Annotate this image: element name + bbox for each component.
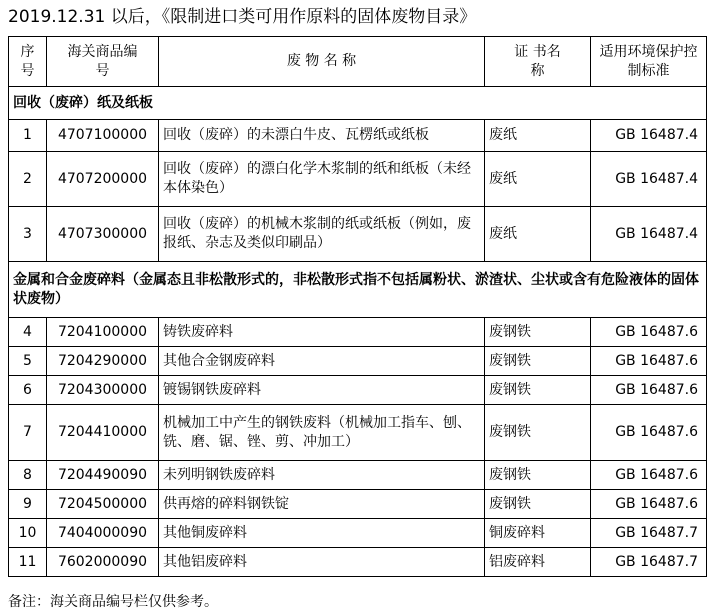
cell-code: 7602000090 xyxy=(47,548,159,577)
cell-name: 回收（废碎）的机械木浆制的纸或纸板（例如，废报纸、杂志及类似印刷品） xyxy=(159,207,485,262)
cell-seq: 2 xyxy=(9,152,47,207)
section-row xyxy=(9,262,707,318)
cell-standard: GB 16487.6 xyxy=(591,347,707,376)
cell-code: 7204490090 xyxy=(47,461,159,490)
table-row xyxy=(9,207,707,262)
cell-standard: GB 16487.6 xyxy=(591,461,707,490)
table-row xyxy=(9,461,707,490)
cell-code: 4707200000 xyxy=(47,152,159,207)
cell-standard: GB 16487.4 xyxy=(591,152,707,207)
cell-seq: 8 xyxy=(9,461,47,490)
section-title: 金属和合金废碎料（金属态且非松散形式的，非松散形式指不包括属粉状、淤渣状、尘状或含有危险液体的固体状废物） xyxy=(9,262,707,318)
table-row xyxy=(9,490,707,519)
cell-name: 其他铝废碎料 xyxy=(159,548,485,577)
table-row xyxy=(9,548,707,577)
cell-cert: 废纸 xyxy=(485,207,591,262)
cell-cert: 废钢铁 xyxy=(485,490,591,519)
cell-standard: GB 16487.7 xyxy=(591,548,707,577)
cell-standard: GB 16487.6 xyxy=(591,405,707,461)
cell-name: 未列明钢铁废碎料 xyxy=(159,461,485,490)
table-row xyxy=(9,376,707,405)
section-title: 回收（废碎）纸及纸板 xyxy=(9,87,707,120)
page-title: 2019.12.31 以后，《限制进口类可用作原料的固体废物目录》 xyxy=(8,7,477,27)
cell-name: 镀锡钢铁废碎料 xyxy=(159,376,485,405)
cell-cert: 废钢铁 xyxy=(485,376,591,405)
cell-seq: 4 xyxy=(9,318,47,347)
cell-code: 7204290000 xyxy=(47,347,159,376)
cell-code: 7204500000 xyxy=(47,490,159,519)
table-row xyxy=(9,120,707,152)
header-seq: 序号 xyxy=(9,37,47,87)
cell-name: 供再熔的碎料钢铁锭 xyxy=(159,490,485,519)
cell-cert: 废钢铁 xyxy=(485,405,591,461)
cell-name: 回收（废碎）的未漂白牛皮、瓦楞纸或纸板 xyxy=(159,120,485,152)
cell-cert: 废钢铁 xyxy=(485,461,591,490)
cell-code: 4707100000 xyxy=(47,120,159,152)
cell-code: 7204300000 xyxy=(47,376,159,405)
cell-code: 4707300000 xyxy=(47,207,159,262)
footnote: 备注：海关商品编号栏仅供参考。 xyxy=(8,594,218,610)
waste-catalog-table xyxy=(8,36,707,577)
cell-standard: GB 16487.6 xyxy=(591,376,707,405)
cell-standard: GB 16487.4 xyxy=(591,120,707,152)
table-row xyxy=(9,405,707,461)
table-row xyxy=(9,152,707,207)
cell-seq: 9 xyxy=(9,490,47,519)
header-name: 废 物 名 称 xyxy=(159,37,485,87)
header-standard: 适用环境保护控制标准 xyxy=(591,37,707,87)
cell-name: 铸铁废碎料 xyxy=(159,318,485,347)
cell-name: 回收（废碎）的漂白化学木浆制的纸和纸板（未经本体染色） xyxy=(159,152,485,207)
cell-cert: 废钢铁 xyxy=(485,318,591,347)
table-row xyxy=(9,347,707,376)
cell-cert: 废纸 xyxy=(485,152,591,207)
cell-seq: 10 xyxy=(9,519,47,548)
cell-standard: GB 16487.6 xyxy=(591,490,707,519)
cell-cert: 铜废碎料 xyxy=(485,519,591,548)
header-cert: 证 书名 称 xyxy=(485,37,591,87)
header-row xyxy=(9,37,707,87)
cell-seq: 5 xyxy=(9,347,47,376)
cell-seq: 1 xyxy=(9,120,47,152)
cell-seq: 3 xyxy=(9,207,47,262)
cell-code: 7204100000 xyxy=(47,318,159,347)
table-row xyxy=(9,519,707,548)
cell-cert: 废钢铁 xyxy=(485,347,591,376)
cell-standard: GB 16487.7 xyxy=(591,519,707,548)
section-row xyxy=(9,87,707,120)
cell-standard: GB 16487.6 xyxy=(591,318,707,347)
cell-name: 其他合金钢废碎料 xyxy=(159,347,485,376)
cell-seq: 7 xyxy=(9,405,47,461)
cell-seq: 6 xyxy=(9,376,47,405)
table-row xyxy=(9,318,707,347)
cell-name: 机械加工中产生的钢铁废料（机械加工指车、刨、铣、磨、锯、锉、剪、冲加工） xyxy=(159,405,485,461)
cell-code: 7404000090 xyxy=(47,519,159,548)
cell-standard: GB 16487.4 xyxy=(591,207,707,262)
cell-cert: 铝废碎料 xyxy=(485,548,591,577)
cell-cert: 废纸 xyxy=(485,120,591,152)
cell-seq: 11 xyxy=(9,548,47,577)
header-code: 海关商品编号 xyxy=(47,37,159,87)
cell-code: 7204410000 xyxy=(47,405,159,461)
cell-name: 其他铜废碎料 xyxy=(159,519,485,548)
